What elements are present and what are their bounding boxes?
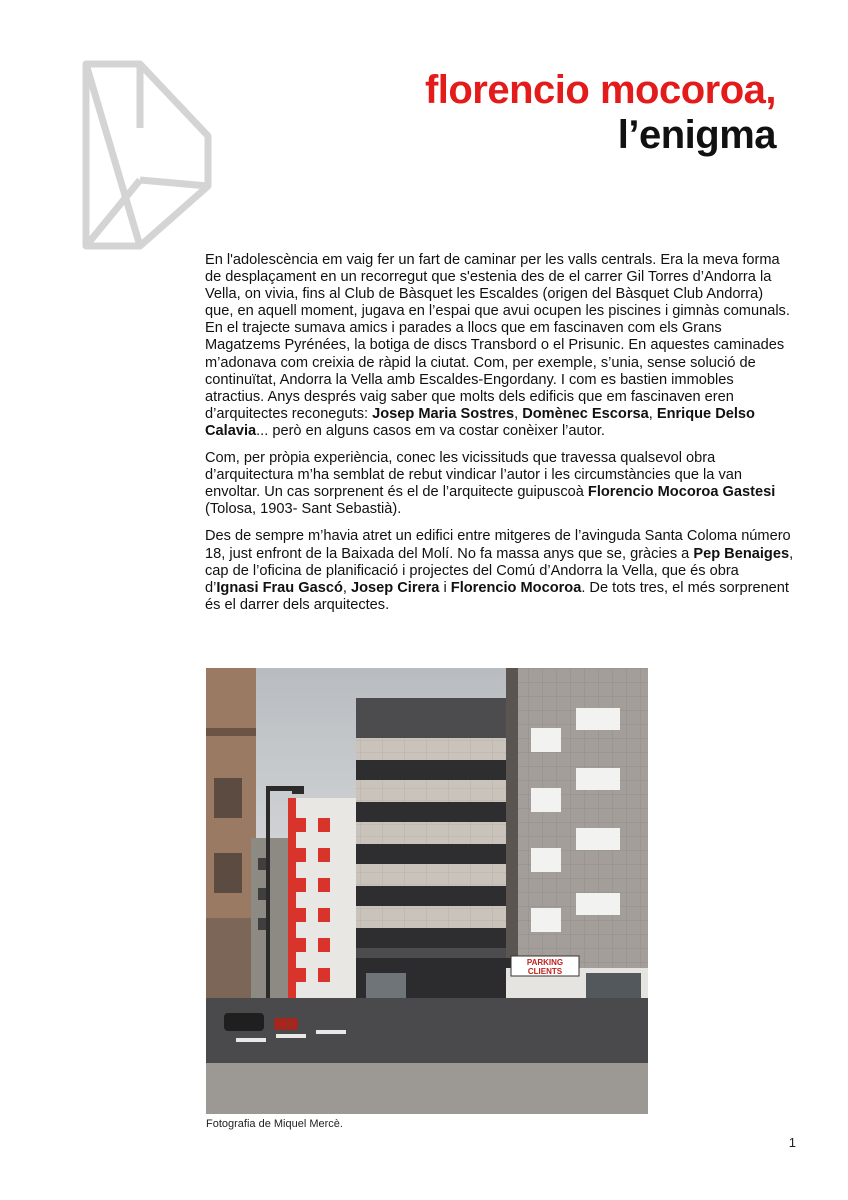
article-body xyxy=(205,252,795,624)
bold-name: Josep Cirera xyxy=(351,579,440,596)
bold-name: Josep Maria Sostres xyxy=(372,405,515,422)
text-run: , xyxy=(342,579,351,596)
logo xyxy=(80,58,215,253)
photo-caption: Fotografia de Miquel Mercè. xyxy=(206,1118,343,1130)
building-photo xyxy=(206,668,648,1114)
bold-name: Ignasi Frau Gascó xyxy=(216,579,343,596)
text-run: , xyxy=(514,405,523,422)
bold-name: Enrique Delso Calavia xyxy=(205,405,755,439)
parking-sign-line-2: CLIENTS xyxy=(527,967,563,976)
text-run: ... però en alguns casos em va costar conèixer l’autor. xyxy=(256,422,605,439)
text-run: (Tolosa, 1903- Sant Sebastià). xyxy=(205,501,402,518)
title-line-1: florencio mocoroa, xyxy=(424,68,776,112)
text-run: En l'adolescència em vaig fer un fart de caminar per les valls centrals. Era la meva forma de desplaçament en un recorregut que s'estenia des de el carrer Gil Torres d’Andorra la Vella, on vivia, fins al Club de Bàsquet les Escaldes (origen del Bàsquet Club Andorra) que, en aquell moment, jugava en l’espai que avui ocupen les piscines i gimnàs comunals. En el trajecte sumava amics i parades a llocs que em fascinaven com els Grans Magatzems Pyrénées, la botiga de discs Transbord o el Prisunic. En aquestes caminades m’adonava com creixia de ràpid la ciutat. Com, per exemple, s’unia, sense solució de continuïtat, Andorra la Vella amb Escaldes-Engordany. I com es bastien immobles atractius. Anys després vaig saber que molts dels edificis que em fascinaven eren d’arquitectes reconeguts: xyxy=(205,252,790,422)
body-paragraph xyxy=(205,450,795,518)
bold-name: Florencio Mocoroa xyxy=(450,579,582,596)
text-run: Com, per pròpia experiència, conec les vicissituds que travessa qualsevol obra d’arquitectura m’ha semblat de rebut vindicar l’autor i les circumstàncies que la van envoltar. Un cas sorprenent és el de l’arquitecte guipuscoà xyxy=(205,450,742,501)
page-number: 1 xyxy=(788,1135,796,1150)
body-paragraph xyxy=(205,252,795,440)
text-run: , xyxy=(648,405,657,422)
bold-name: Florencio Mocoroa Gastesi xyxy=(587,484,776,501)
text-run: . De tots tres, el més sorprenent és el darrer dels arquitectes. xyxy=(205,579,789,613)
text-run: Des de sempre m’havia atret un edifici entre mitgeres de l’avinguda Santa Coloma número 18, just enfront de la Baixada del Molí. No fa massa anys que se, gràcies a xyxy=(205,528,791,562)
bold-name: Domènec Escorsa xyxy=(522,405,649,422)
text-run: , cap de l’oficina de planificació i projectes del Comú d’Andorra la Vella, que és obra d’ xyxy=(205,545,794,596)
parking-sign-line-1: PARKING xyxy=(526,958,564,967)
title-line-2: l’enigma xyxy=(617,113,776,157)
bold-name: Pep Benaiges xyxy=(693,545,790,562)
title-block xyxy=(425,68,776,158)
text-run: i xyxy=(439,579,451,596)
body-paragraph xyxy=(205,528,795,613)
